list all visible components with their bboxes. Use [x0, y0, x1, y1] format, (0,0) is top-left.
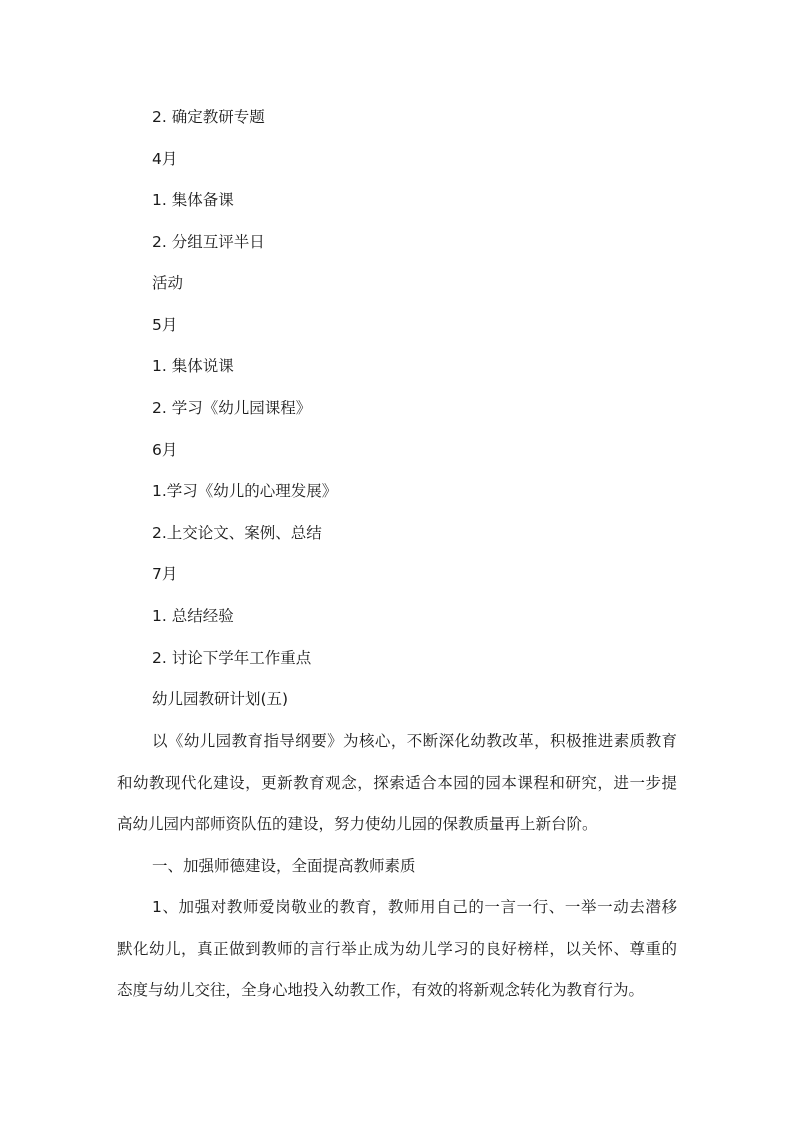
month-heading-may: 5月: [152, 316, 178, 334]
list-item-determine-topic: 2. 确定教研专题: [152, 108, 265, 126]
list-item-submit-papers: 2.上交论文、案例、总结: [152, 524, 322, 542]
intro-paragraph: [117, 731, 677, 856]
intro-line-1: 以《幼儿园教育指导纲要》为核心，不断深化幼教改革，积极推进素质教育: [152, 732, 677, 750]
list-item-peer-review: 2. 分组互评半日: [152, 233, 265, 251]
list-item-study-psychology: 1.学习《幼儿的心理发展》: [152, 482, 338, 500]
list-item-discuss-priorities: 2. 讨论下学年工作重点: [152, 649, 312, 667]
item-1-paragraph: [117, 897, 677, 1022]
list-item-study-curriculum: 2. 学习《幼儿园课程》: [152, 399, 312, 417]
intro-line-2: 和幼教现代化建设，更新教育观念，探索适合本园的园本课程和研究，进一步提: [117, 773, 677, 792]
month-heading-april: 4月: [152, 150, 178, 168]
section-title-plan-five: 幼儿园教研计划(五): [152, 690, 289, 708]
item-1-line-3: 态度与幼儿交往，全身心地投入幼教工作，有效的将新观念转化为教育行为。: [117, 981, 645, 999]
item-1-line-1: 1、加强对教师爱岗敬业的教育，教师用自己的一言一行、一举一动去潜移: [152, 898, 677, 916]
list-item-activity: 活动: [152, 274, 184, 292]
item-1-line-2: 默化幼儿，真正做到教师的言行举止成为幼儿学习的良好榜样，以关怀、尊重的: [117, 939, 677, 958]
section-heading-teacher-ethics: 一、加强师德建设，全面提高教师素质: [152, 857, 416, 875]
intro-line-3: 高幼儿园内部师资队伍的建设，努力使幼儿园的保教质量再上新台阶。: [117, 815, 598, 833]
list-item-group-lesson-prep: 1. 集体备课: [152, 191, 234, 209]
list-item-group-lesson-talk: 1. 集体说课: [152, 357, 234, 375]
list-item-summarize: 1. 总结经验: [152, 607, 234, 625]
month-heading-june: 6月: [152, 441, 178, 459]
month-heading-july: 7月: [152, 565, 178, 583]
